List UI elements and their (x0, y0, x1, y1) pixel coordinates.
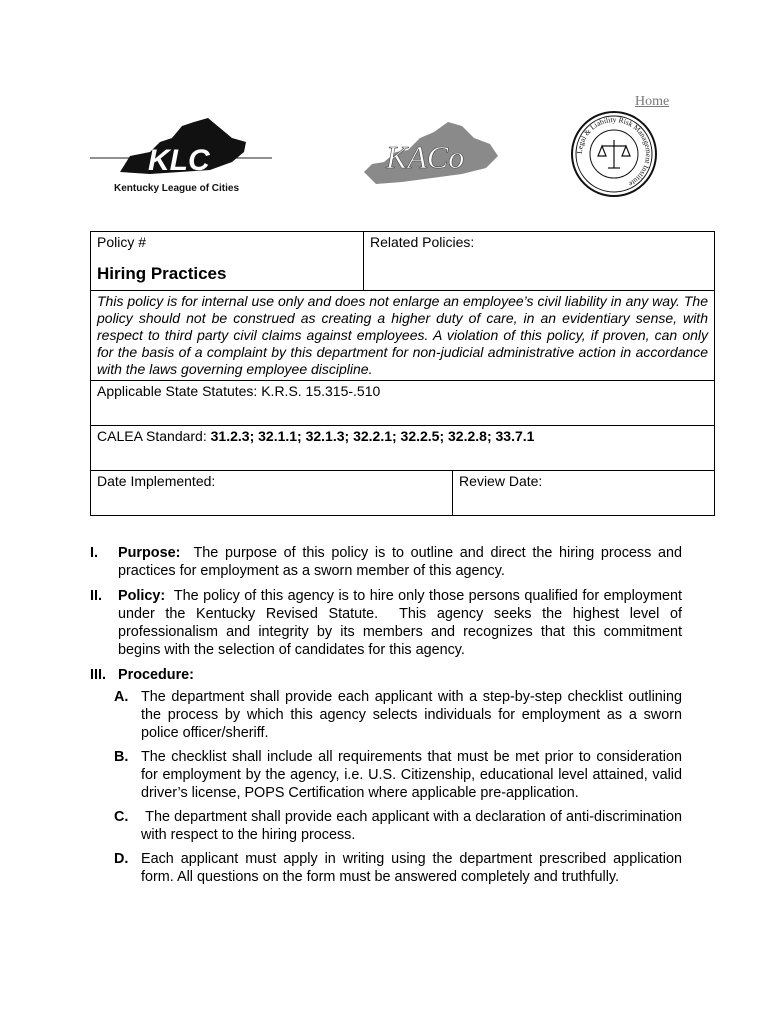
policy-number-label: Policy # (97, 234, 147, 250)
section-heading: Procedure: (118, 667, 194, 683)
item-text: The department shall provide each applicant with a declaration of anti-discrimination with respect to the hiring process. (141, 809, 686, 843)
section-procedure (90, 666, 682, 684)
klc-caption: Kentucky League of Cities (114, 183, 240, 194)
policy-header-table (90, 231, 715, 516)
kaco-logo (362, 116, 502, 188)
calea-standard-cell (91, 426, 715, 471)
section-text: The policy of this agency is to hire only those persons qualified for employment under the Kentucky Revised Statute. This agency seeks the highest level of professionalism and integrity by its members and recognizes that this commitment begins with the selection of candidates for this agency. (118, 588, 686, 658)
policy-title: Hiring Practices (97, 264, 227, 283)
section-number: III. (90, 667, 106, 683)
review-date-cell (453, 471, 715, 516)
date-implemented-cell (91, 471, 453, 516)
section-number: I. (90, 545, 98, 561)
item-letter: A. (114, 689, 129, 705)
section-heading: Policy: (118, 588, 166, 604)
state-statutes: Applicable State Statutes: K.R.S. 15.315-.510 (91, 381, 715, 426)
section-number: II. (90, 588, 102, 604)
item-text: Each applicant must apply in writing using the department prescribed application form. All questions on the form must be answered completely and truthfully. (141, 851, 682, 885)
calea-label: CALEA Standard: (97, 428, 211, 444)
policy-number-cell (91, 232, 364, 291)
section-policy (90, 587, 686, 659)
procedure-item-b (90, 748, 682, 802)
policy-body (90, 544, 686, 892)
date-implemented-label: Date Implemented: (97, 473, 216, 489)
home-link[interactable]: Home (635, 94, 670, 109)
item-letter: B. (114, 749, 129, 765)
policy-disclaimer: This policy is for internal use only and does not enlarge an employee’s civil liability in any way. The policy should not be construed as creating a higher duty of care, in an evidentiary sense, with respect to third party civil claims against employees. A violation of this policy, if proven, can only for the basis of a complaint by this department for non-judicial administrative action in accordance with the laws governing employee discipline. (91, 291, 715, 381)
item-letter: C. (114, 809, 129, 825)
klc-logo (90, 112, 272, 198)
seal-text: Legal & Liability Risk Management Institute (574, 114, 654, 189)
related-policies-cell (364, 232, 715, 291)
section-text: The purpose of this policy is to outline and direct the hiring process and practices for employment as a sworn member of this agency. (118, 545, 686, 579)
section-heading: Purpose: (118, 545, 181, 561)
related-policies-label: Related Policies: (370, 234, 475, 250)
kaco-logo-text: KACo (386, 139, 465, 175)
klc-logo-text: KLC (148, 144, 210, 177)
calea-values: 31.2.3; 32.1.1; 32.1.3; 32.2.1; 32.2.5; 32.2.8; 33.7.1 (210, 428, 535, 444)
procedure-item-a (90, 688, 682, 742)
item-text: The department shall provide each applicant with a step-by-step checklist outlining the process by which this agency selects individuals for employment as a sworn police officer/sheriff. (141, 689, 682, 741)
item-letter: D. (114, 851, 129, 867)
item-text: The checklist shall include all requirements that must be met prior to consideration for employment by the agency, i.e. U.S. Citizenship, educational level attained, valid driver’s license, POPS Certification where applicable pre-application. (141, 749, 682, 801)
legal-liability-seal-logo (570, 110, 658, 198)
procedure-item-c (90, 808, 686, 844)
procedure-item-d (90, 850, 682, 886)
review-date-label: Review Date: (459, 473, 543, 489)
section-purpose (90, 544, 686, 580)
